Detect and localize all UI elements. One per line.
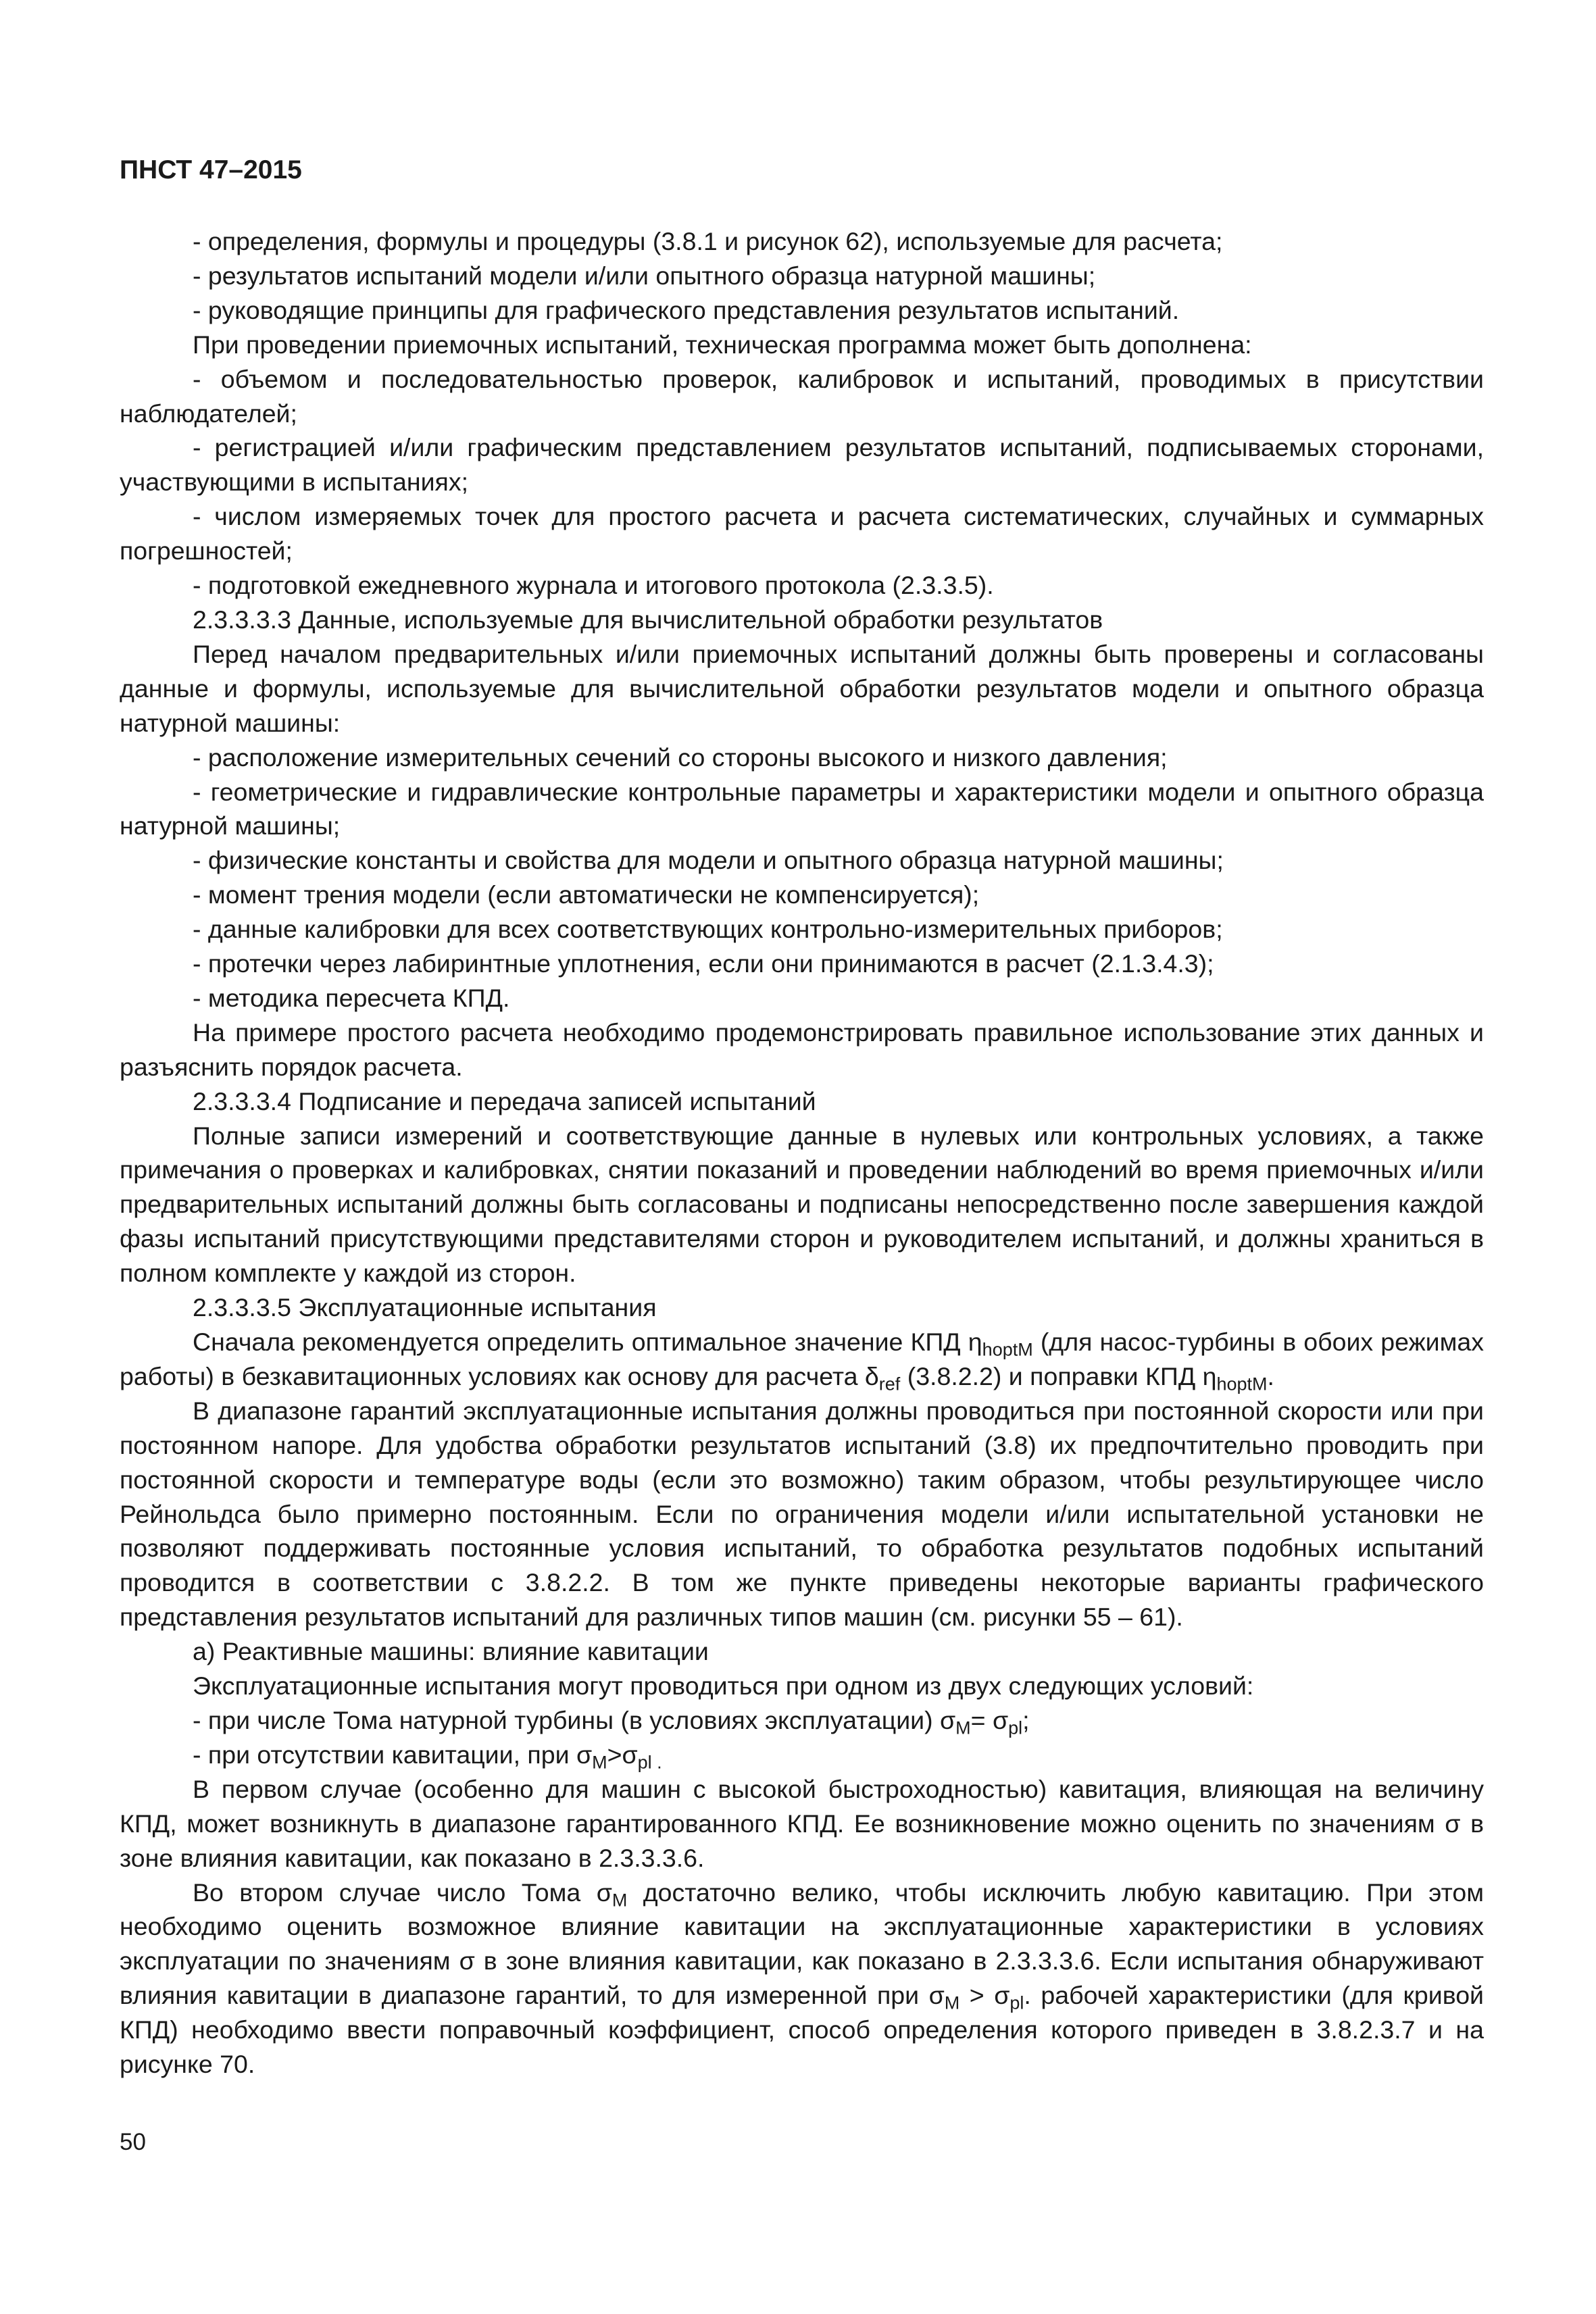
paragraph: В диапазоне гарантий эксплуатационные испытания должны проводиться при постоянной скорости или при постоянном напоре. Для удобства обработки результатов испытаний (3.8) их предпочтительно проводить при постоянной скорости и температуре воды (если это возможно) таким образом, чтобы результирующее число Рейнольдса было примерно постоянным. Если по ограничения модели и/или испытательной установки не позволяют поддерживать постоянные условия испытаний, то обработка результатов подобных испытаний проводится в соответствии с 3.8.2.2. В том же пункте приведены некоторые варианты графического представления результатов испытаний для различных типов машин (см. рисунки 55 – 61). [120, 1396, 1484, 1632]
paragraph: Эксплуатационные испытания могут проводиться при одном из двух следующих условий: [193, 1671, 1254, 1701]
paragraph-no-cavitation: - при отсутствии кавитации, при $\sigma_M>\sigma_{pl .}$ [193, 1740, 662, 1773]
document-code: ПНСТ 47–2015 [120, 155, 302, 184]
paragraph-second-case: Во втором случае число Тома $\sigma_M$ достаточно велико, чтобы исключить любую кавитацию. При этом необходимо оценить возможное влияние кавитации на эксплуатационные характеристики в условиях эксплуатации по значениям σ в зоне влияния кавитации, как показано в 2.3.3.3.6. Если испытания обнаруживают влияния кавитации в диапазоне гарантий, то для измеренной при $\sigma_M > \sigma_{pl}$. рабочей характеристики (для кривой КПД) необходимо ввести поправочный коэффициент, способ определения которого приведен в 3.8.2.3.7 и на рисунке 70. [120, 1878, 1484, 2079]
paragraph-thoma: - при числе Тома натурной турбины (в условиях эксплуатации) $\sigma_M= \sigma_{pl}$; [193, 1705, 1030, 1738]
page-number: 50 [120, 2129, 146, 2155]
paragraph: - протечки через лабиринтные уплотнения, если они принимаются в расчет (2.1.3.4.3); [193, 949, 1214, 978]
paragraph: - данные калибровки для всех соответствующих контрольно-измерительных приборов; [193, 915, 1223, 944]
paragraph: - объемом и последовательностью проверок, калибровок и испытаний, проводимых в присутствии наблюдателей; [120, 364, 1484, 428]
section-heading: 2.3.3.3.5 Эксплуатационные испытания [193, 1293, 657, 1322]
paragraph: - подготовкой ежедневного журнала и итогового протокола (2.3.3.5). [193, 571, 994, 600]
subsection-heading: а) Реактивные машины: влияние кавитации [193, 1637, 709, 1666]
paragraph: - руководящие принципы для графического представления результатов испытаний. [193, 295, 1180, 324]
paragraph: - методика пересчета КПД. [193, 983, 510, 1012]
document-body [120, 224, 1484, 2082]
paragraph: Полные записи измерений и соответствующие данные в нулевых или контрольных условиях, а также примечания о проверках и калибровках, снятии показаний и проведении наблюдений во время приемочных и/или предварительных испытаний должны быть согласованы и подписаны непосредственно после завершения каждой фазы испытаний присутствующими представителями сторон и руководителем испытаний, и должны храниться в полном комплекте у каждой из сторон. [120, 1121, 1484, 1288]
paragraph: - момент трения модели (если автоматически не компенсируется); [193, 880, 980, 909]
section-heading: 2.3.3.3.4 Подписание и передача записей испытаний [193, 1086, 816, 1115]
paragraph: - результатов испытаний модели и/или опытного образца натурной машины; [193, 261, 1096, 290]
paragraph: В первом случае (особенно для машин с высокой быстроходностью) кавитация, влияющая на величину КПД, может возникнуть в диапазоне гарантированного КПД. Ее возникновение можно оценить по значениям σ в зоне влияния кавитации, как показано в 2.3.3.3.6. [120, 1774, 1484, 1872]
paragraph: - расположение измерительных сечений со стороны высокого и низкого давления; [193, 743, 1168, 772]
paragraph: - геометрические и гидравлические контрольные параметры и характеристики модели и опытного образца натурной машины; [120, 777, 1484, 840]
paragraph: Перед началом предварительных и/или приемочных испытаний должны быть проверены и согласованы данные и формулы, используемые для вычислительной обработки результатов модели и опытного образца натурной машины: [120, 639, 1484, 737]
paragraph: - числом измеряемых точек для простого расчета и расчета систематических, случайных и суммарных погрешностей; [120, 502, 1484, 565]
paragraph: - определения, формулы и процедуры (3.8.1 и рисунок 62), используемые для расчета; [193, 227, 1223, 255]
paragraph: При проведении приемочных испытаний, техническая программа может быть дополнена: [193, 330, 1252, 359]
section-heading: 2.3.3.3.3 Данные, используемые для вычислительной обработки результатов [193, 605, 1103, 634]
paragraph: На примере простого расчета необходимо продемонстрировать правильное использование этих данных и разъяснить порядок расчета. [120, 1017, 1484, 1081]
paragraph: - физические константы и свойства для модели и опытного образца натурной машины; [193, 846, 1224, 875]
paragraph-kpd: Сначала рекомендуется определить оптимальное значение КПД $\eta_{hoptM}$ (для насос-турбины в обоих режимах работы) в безкавитационных условиях как основу для расчета $\delta_{ref}$ (3.8.2.2) и поправки КПД $\eta_{hoptM}$. [120, 1328, 1484, 1394]
paragraph: - регистрацией и/или графическим представлением результатов испытаний, подписываемых сторонами, участвующими в испытаниях; [120, 433, 1484, 497]
